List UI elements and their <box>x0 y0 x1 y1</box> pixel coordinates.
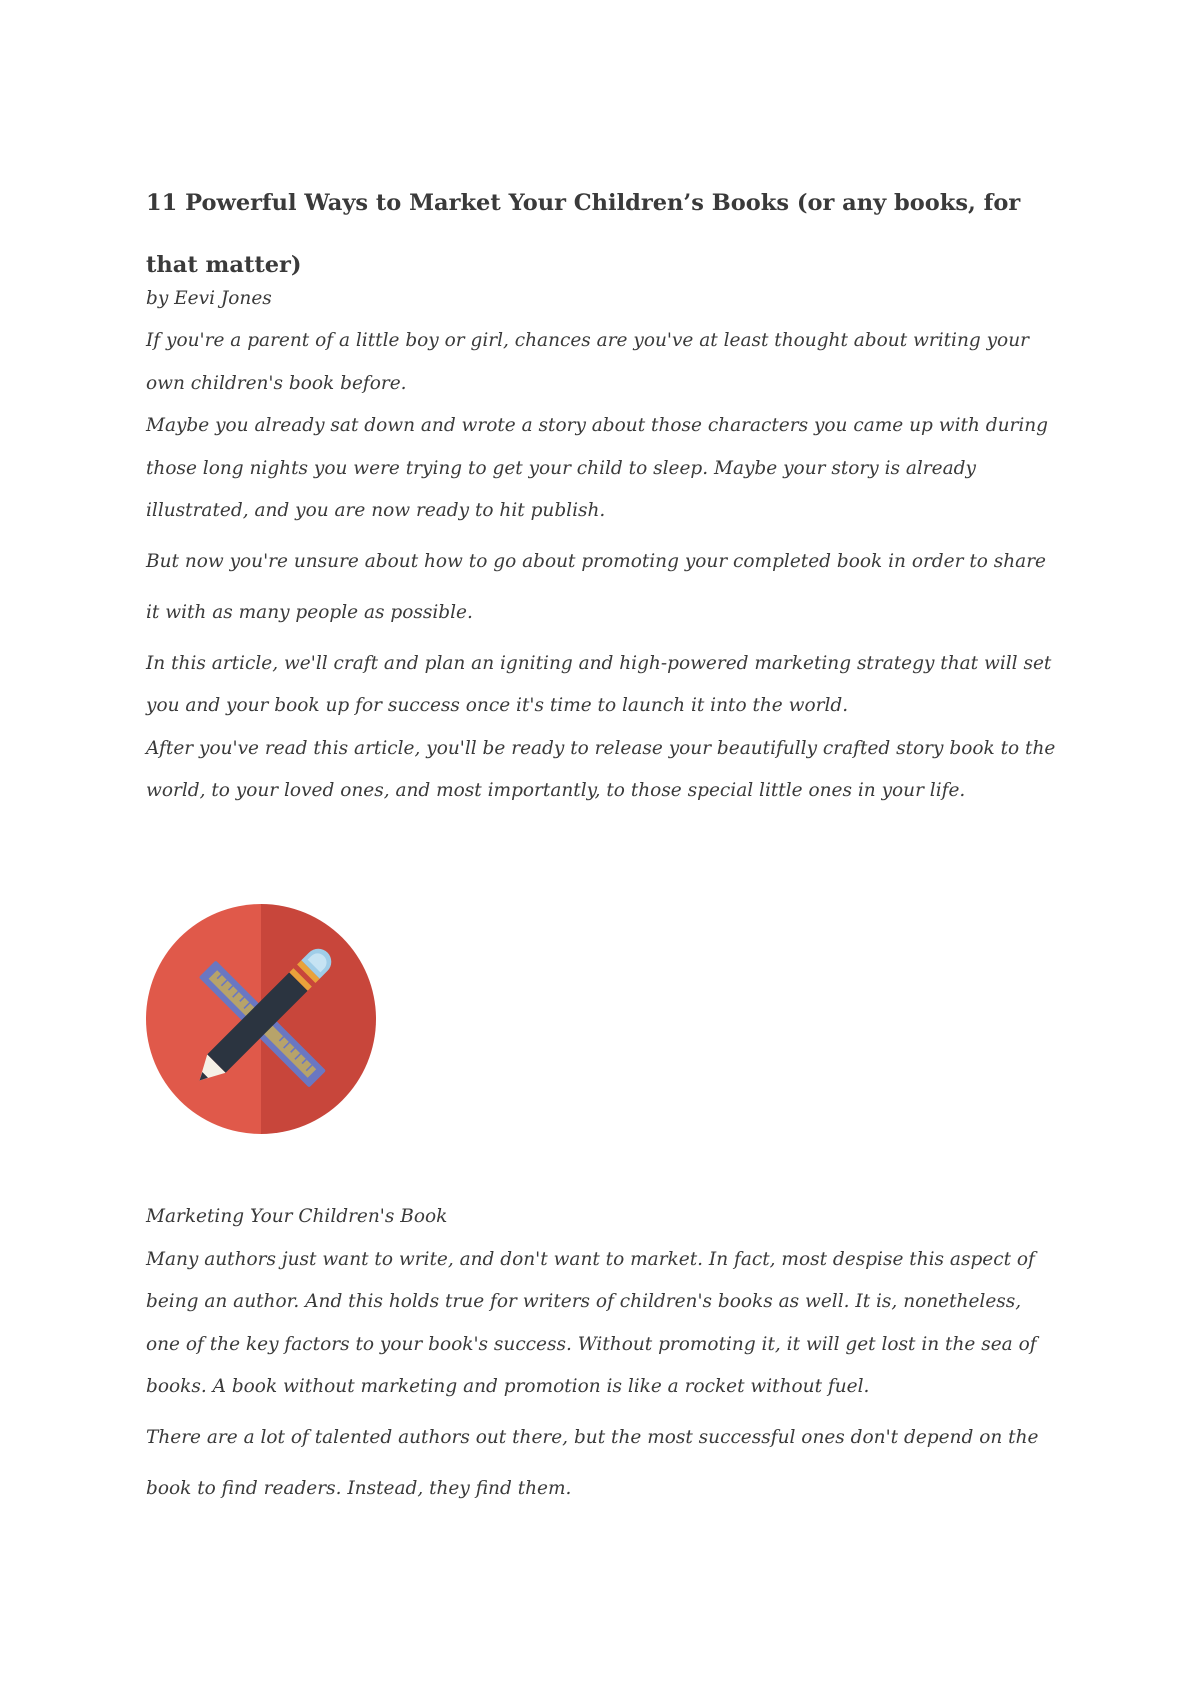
marketing-section <box>146 1196 1056 1514</box>
intro-paragraph-2: Maybe you already sat down and wrote a story about those characters you came up with during those long nights you were trying to get your child to sleep. Maybe your story is already illustrated, and you are now ready to hit publish. <box>146 415 1049 521</box>
article-title: 11 Powerful Ways to Market Your Children’s Books (or any books, for that matter) <box>146 190 1021 278</box>
section-heading: Marketing Your Children's Book <box>146 1206 448 1227</box>
section-paragraph-2: There are a lot of talented authors out there, but the most successful ones don't depend on the book to find readers. Instead, they find them. <box>146 1426 1039 1499</box>
intro-paragraph-4: In this article, we'll craft and plan an igniting and high-powered marketing strategy that will set you and your book up for success once it's time to launch it into the world. <box>146 652 1052 716</box>
pencil-ruler-icon <box>146 904 376 1134</box>
intro-paragraph-3: But now you're unsure about how to go about promoting your completed book in order to share it with as many people as possible. <box>146 550 1047 623</box>
intro-paragraph-1: If you're a parent of a little boy or girl, chances are you've at least thought about writing your own children's book before. <box>146 330 1029 394</box>
intro-paragraph-5: After you've read this article, you'll be ready to release your beautifully crafted story book to the world, to your loved ones, and most importantly, to those special little ones in your life. <box>146 737 1056 801</box>
section-paragraph-1: Many authors just want to write, and don't want to market. In fact, most despise this aspect of being an author. And this holds true for writers of children's books as well. It is, nonetheless, one of the key factors to your book's success. Without promoting it, it will get lost in the sea of books. A book without marketing and promotion is like a rocket without fuel. <box>146 1248 1037 1397</box>
article-byline: by Eevi Jones <box>146 288 272 309</box>
article-body <box>146 172 1056 813</box>
